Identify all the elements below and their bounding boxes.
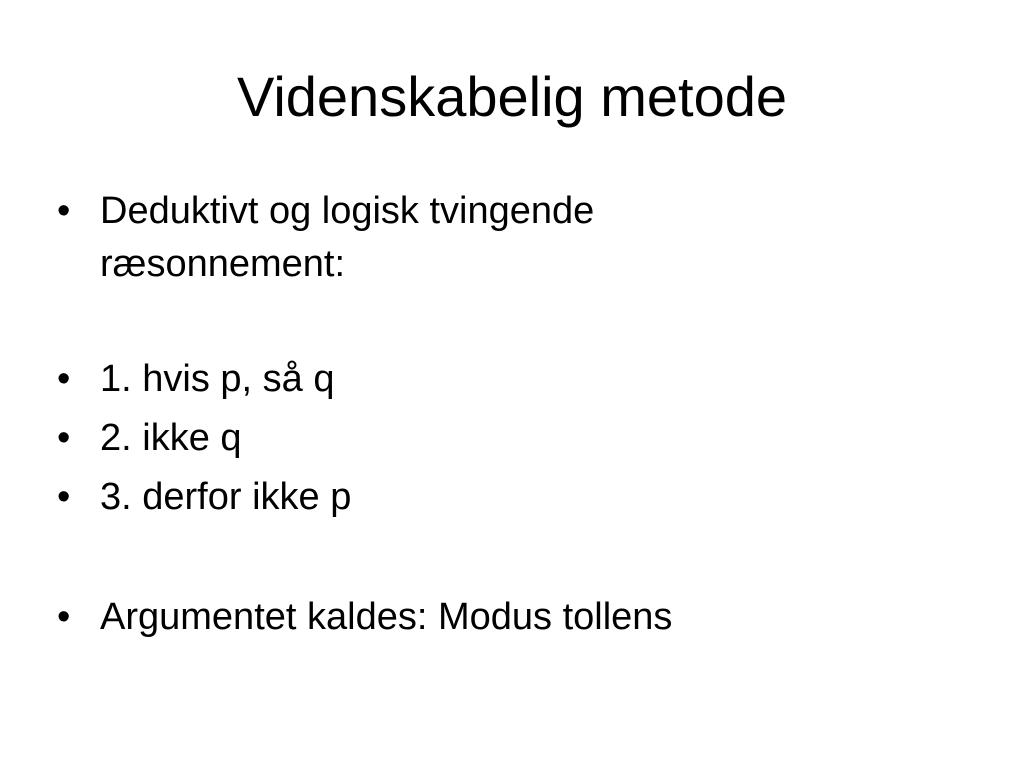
- bullet-icon: •: [57, 596, 71, 638]
- bullet-icon: •: [57, 476, 71, 518]
- bullet-icon: •: [57, 190, 71, 232]
- bullet-icon: •: [57, 417, 71, 459]
- bullet-text: 1. hvis p, så q: [100, 358, 335, 400]
- bullet-icon: •: [57, 358, 71, 400]
- bullet-text: Argumentet kaldes: Modus tollens: [100, 596, 673, 638]
- bullet-text: Deduktivt og logisk tvingende ræsonnement:: [100, 190, 595, 285]
- bullet-text: 2. ikke q: [100, 417, 242, 459]
- slide-title: Videnskabelig metode: [236, 65, 788, 128]
- bullet-text: 3. derfor ikke p: [100, 476, 352, 518]
